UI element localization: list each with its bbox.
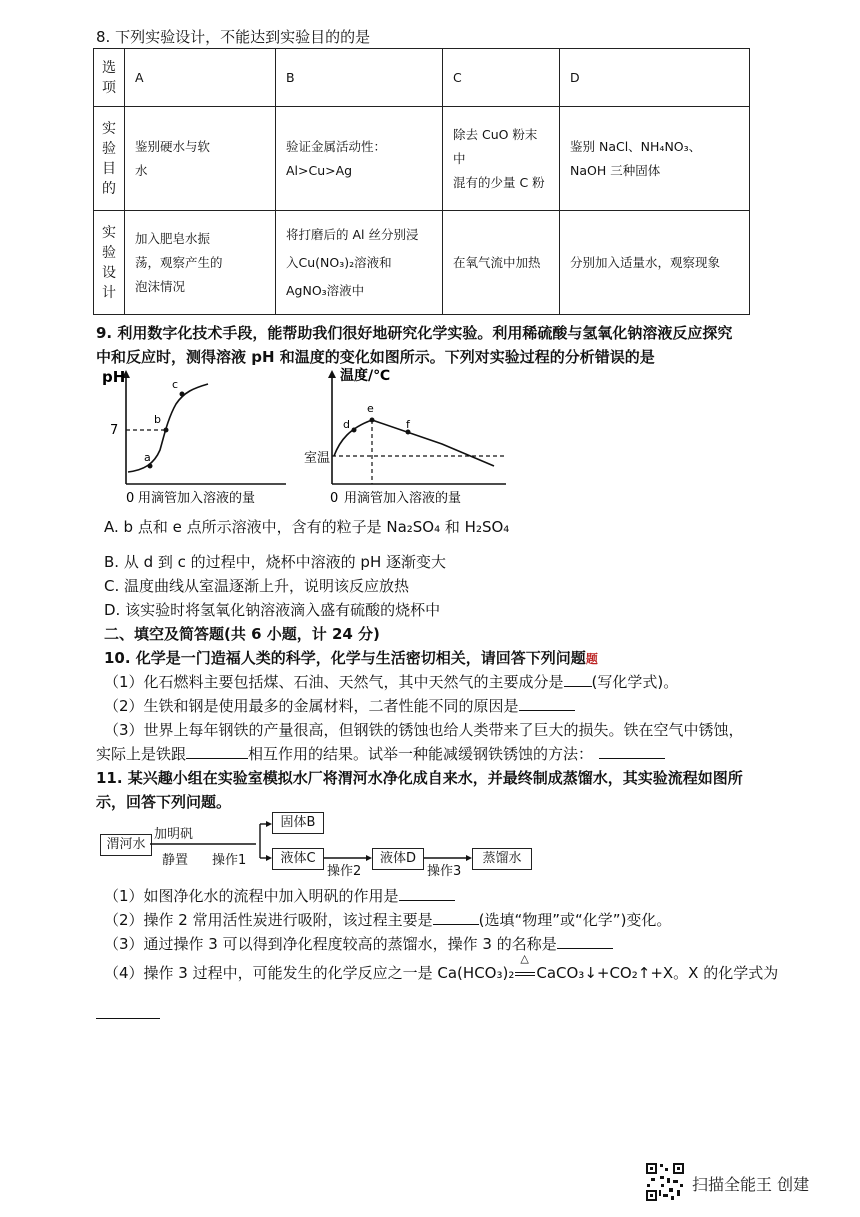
- q10-stem-stub: 题: [585, 652, 598, 666]
- flow-op3: 操作3: [427, 864, 462, 879]
- heat-symbol: △: [520, 952, 529, 965]
- design-d: 分别加入适量水，观察现象: [560, 211, 750, 315]
- section-2-title: 二、填空及简答题(共 6 小题，计 24 分): [104, 625, 380, 643]
- design-a: 加入肥皂水振 荡，观察产生的 泡沫情况: [125, 211, 276, 315]
- q9-option-a: A. b 点和 e 点所示溶液中，含有的粒子是 Na₂SO₄ 和 H₂SO₄: [104, 518, 510, 536]
- temp-curve: [334, 420, 494, 466]
- temp-point-d: d: [343, 418, 350, 431]
- q11-part3: （3）通过操作 3 可以得到净化程度较高的蒸馏水，操作 3 的名称是: [104, 933, 613, 954]
- q11-part2: （2）操作 2 常用活性炭进行吸附，该过程主要是 (选填“物理”或“化学”)变化。: [104, 911, 672, 929]
- col-d-header: D: [560, 49, 750, 107]
- flow-liquid-d-box: 液体D: [372, 848, 424, 870]
- flow-op2: 操作2: [327, 864, 362, 879]
- col-c-header: C: [443, 49, 560, 107]
- temp-ylabel: 温度/℃: [340, 368, 391, 384]
- flow-distilled-box: 蒸馏水: [472, 848, 532, 870]
- ph-tick-7: 7: [110, 423, 119, 438]
- header-label-cell: 选 项: [94, 49, 125, 107]
- q10-part1: （1）化石燃料主要包括煤、石油、天然气，其中天然气的主要成分是 (写化学式)。: [104, 673, 679, 691]
- temperature-chart: [304, 367, 506, 506]
- q10-part3-line2: 实际上是铁跟 相互作用的结果。试举一种能减缓钢铁锈蚀的方法：: [96, 743, 665, 764]
- flow-liquid-c-box: 液体C: [272, 848, 324, 870]
- design-label-cell: 实 验 设 计: [94, 211, 125, 315]
- q11-part4: （4）操作 3 过程中，可能发生的化学反应之一是 Ca(HCO₃)₂ △ CaCO₃↓+CO₂↑+X。X 的化学式为: [104, 952, 779, 982]
- col-b-header: B: [276, 49, 443, 107]
- flow-add-alum: 加明矾: [154, 827, 194, 842]
- flow-settle: 静置: [162, 853, 189, 868]
- q9-stem-line2: 中和反应时，测得溶液 pH 和温度的变化如图所示。下列对实验过程的分析错误的是: [96, 348, 655, 366]
- flow-solid-b-box: 固体B: [272, 812, 324, 834]
- q8-stem: 8. 下列实验设计，不能达到实验目的的是: [96, 28, 371, 46]
- col-a-header: A: [125, 49, 276, 107]
- design-c: 在氧气流中加热: [443, 211, 560, 315]
- q9-option-b: B. 从 d 到 c 的过程中，烧杯中溶液的 pH 逐渐变大: [104, 553, 447, 571]
- ph-ylabel: pH: [102, 368, 126, 386]
- purpose-a: 鉴别硬水与软 水: [125, 107, 276, 211]
- flow-op1: 操作1: [212, 853, 247, 868]
- q11-part1: （1）如图净化水的流程中加入明矾的作用是: [104, 885, 455, 906]
- qr-code-icon: [645, 1162, 685, 1202]
- temp-point-f: f: [406, 418, 410, 431]
- ph-curve: [128, 384, 208, 472]
- q10-part3-line1: （3）世界上每年钢铁的产量很高，但钢铁的锈蚀也给人类带来了巨大的损失。铁在空气中锈蚀，: [104, 721, 744, 739]
- purpose-b: 验证金属活动性： Al>Cu>Ag: [276, 107, 443, 211]
- q10-stem: 10. 化学是一门造福人类的科学，化学与生活密切相关，请回答下列问题题: [104, 649, 598, 667]
- ph-chart: [102, 368, 286, 506]
- purpose-label-cell: 实 验 目 的: [94, 107, 125, 211]
- q9-option-c: C. 温度曲线从室温逐渐上升，说明该反应放热: [104, 577, 410, 595]
- q11-stem-line1: 11. 某兴趣小组在实验室模拟水厂将渭河水净化成自来水，并最终制成蒸馏水，其实验流程如图所: [96, 769, 743, 787]
- q9-figures: [96, 366, 596, 508]
- q9-stem-line1: 9. 利用数字化技术手段，能帮助我们很好地研究化学实验。利用稀硫酸与氢氧化钠溶液反应探究: [96, 324, 733, 342]
- q9-option-d: D. 该实验时将氢氧化钠溶液滴入盛有硫酸的烧杯中: [104, 601, 441, 619]
- temp-room-label: 室温: [304, 451, 331, 466]
- q8-option-table: [93, 48, 750, 315]
- purpose-d: 鉴别 NaCl、NH₄NO₃、 NaOH 三种固体: [560, 107, 750, 211]
- purpose-c: 除去 CuO 粉末中 混有的少量 C 粉: [443, 107, 560, 211]
- ph-point-c: c: [172, 378, 179, 391]
- ph-point-a: a: [144, 451, 151, 464]
- temp-point-e: e: [367, 402, 374, 415]
- flow-source-box: 渭河水: [100, 834, 152, 856]
- ph-xlabel: 用滴管加入溶液的量: [138, 491, 256, 506]
- temp-xlabel: 用滴管加入溶液的量: [344, 491, 462, 506]
- ph-origin: 0: [126, 491, 135, 506]
- q11-stem-line2: 示，回答下列问题。: [96, 793, 232, 811]
- design-b: 将打磨后的 Al 丝分别浸 入Cu(NO₃)₂溶液和 AgNO₃溶液中: [276, 211, 443, 315]
- ph-point-b: b: [154, 413, 161, 426]
- temp-origin: 0: [330, 491, 339, 506]
- q10-part2: （2）生铁和钢是使用最多的金属材料，二者性能不同的原因是: [104, 695, 575, 716]
- q11-part4-blank: [96, 1004, 160, 1019]
- footer-brand: 扫描全能王 创建: [692, 1175, 810, 1194]
